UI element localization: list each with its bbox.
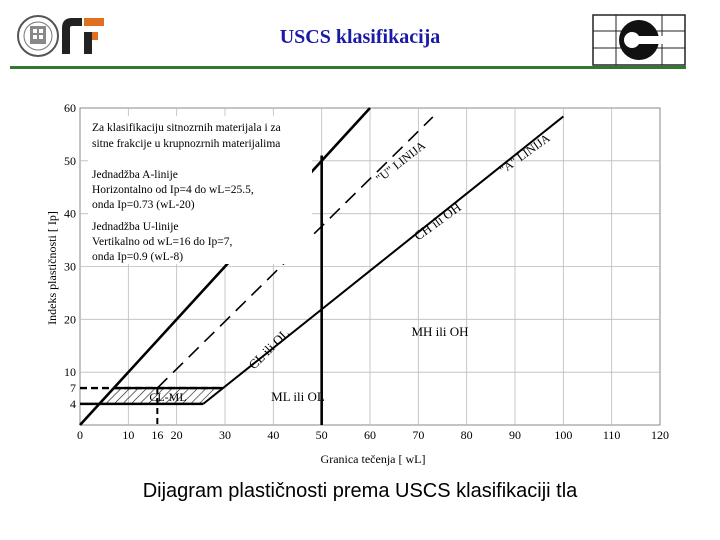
region-label-ch-oh: CH ili OH: [411, 199, 464, 244]
x-tick-label: 100: [554, 428, 573, 442]
note-line: Za klasifikaciju sitnozrnih materijala i za: [92, 122, 281, 134]
y-tick-label: 7: [70, 381, 76, 396]
note-line: sitne frakcije u krupnozrnih materijalima: [92, 138, 281, 150]
x-tick-label: 80: [460, 428, 473, 442]
x-tick-label: 10: [122, 428, 135, 442]
x-axis-label: Granica tečenja [ wL]: [320, 452, 426, 466]
region-label-mh-oh: MH ili OH: [411, 324, 469, 339]
slide-title: USCS klasifikacija: [279, 26, 441, 48]
y-tick-label: 4: [70, 396, 76, 411]
x-tick-label: 90: [509, 428, 521, 442]
figure-caption: Dijagram plastičnosti prema USCS klasifikaciji tla: [142, 480, 578, 502]
x-tick-label: 70: [412, 428, 425, 442]
x-tick-label: 50: [315, 428, 328, 442]
y-tick-label: 60: [64, 101, 76, 115]
x-tick-label: 0: [77, 428, 83, 442]
x-tick-label: 40: [267, 428, 280, 442]
y-tick-label: 30: [64, 259, 76, 274]
note-line: onda Ip=0.73 (wL-20): [92, 199, 195, 211]
note-line: Horizontalno od Ip=4 do wL=25.5,: [92, 184, 254, 196]
region-label-cl-ml: CL-ML: [149, 390, 187, 404]
y-tick-label: 10: [64, 365, 76, 380]
x-tick-label: 110: [602, 428, 621, 442]
u-line-label: "U" LINIJA: [373, 138, 429, 186]
note-line: Vertikalno od wL=16 do Ip=7,: [92, 236, 233, 248]
y-tick-label: 40: [64, 206, 76, 221]
x-tick-label: 120: [651, 428, 669, 442]
note-line: Jednadžba U-linije: [92, 221, 179, 233]
region-label-ml-ol: ML ili OL: [271, 389, 325, 404]
x-tick-label: 30: [219, 428, 231, 442]
region-label-cl-ol: CL ili OL: [245, 325, 293, 373]
y-tick-label: 50: [64, 153, 76, 168]
note-line: onda Ip=0.9 (wL-8): [92, 251, 184, 263]
y-axis-label: Indeks plastičnosti [ Ip]: [45, 211, 59, 325]
x-tick-label: 16: [151, 428, 164, 442]
x-tick-label: 20: [170, 428, 183, 442]
y-tick-label: 20: [64, 312, 76, 327]
x-tick-label: 60: [364, 428, 376, 442]
note-line: Jednadžba A-linije: [92, 169, 178, 181]
a-line-label: "A" LINIJA: [496, 130, 553, 177]
